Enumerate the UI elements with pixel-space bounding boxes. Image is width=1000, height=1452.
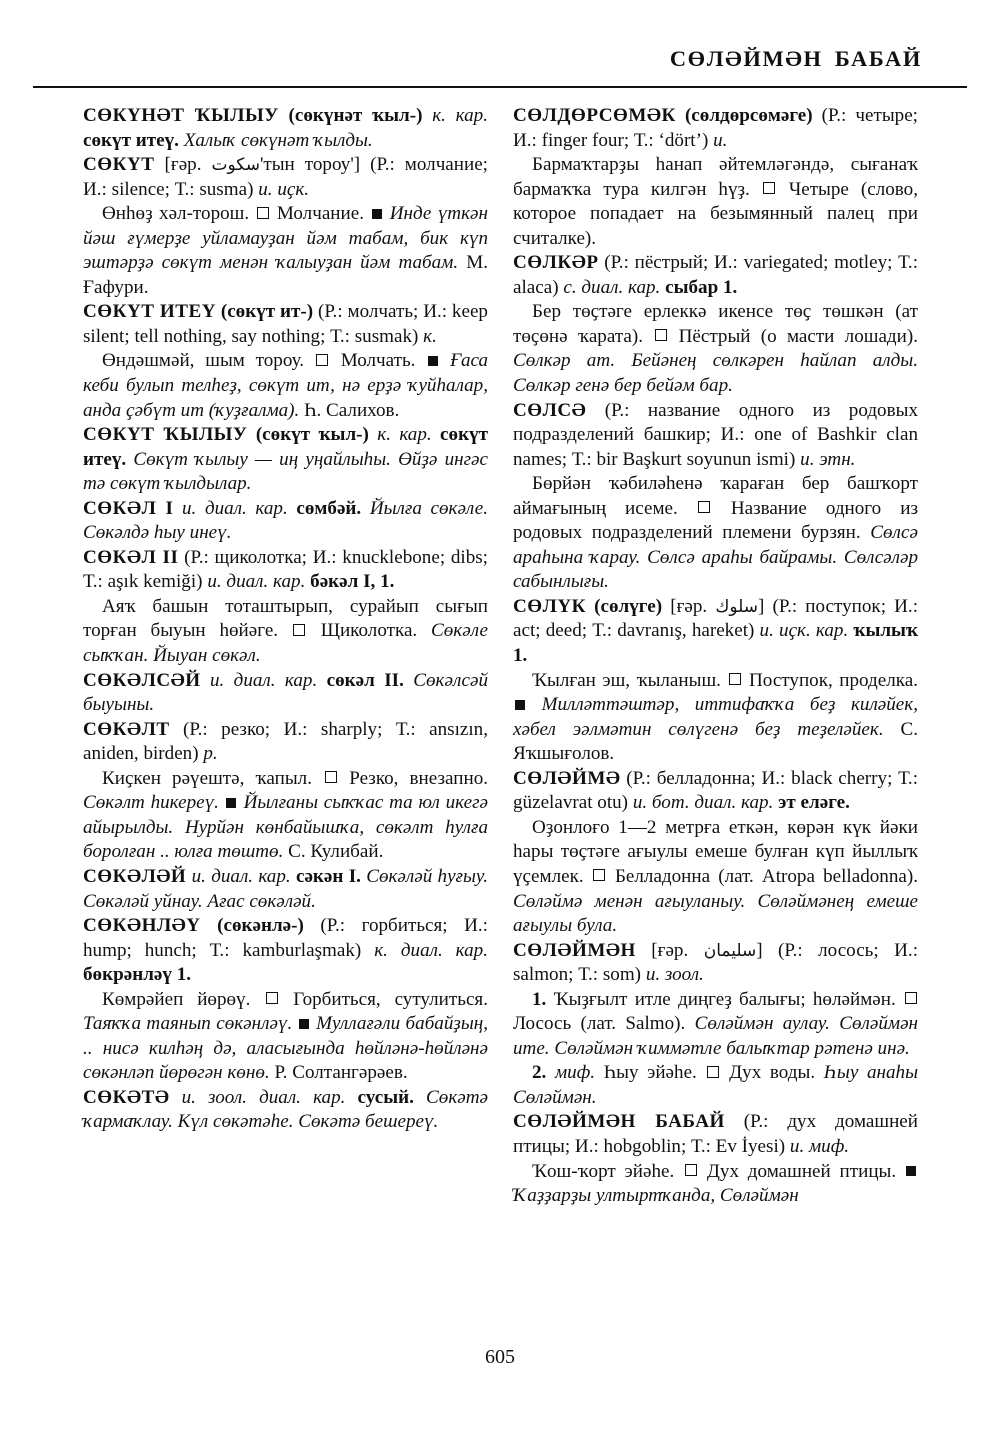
headword: СӨКӘТӘ xyxy=(83,1086,170,1108)
citation-author: С. Кулибай. xyxy=(288,841,384,863)
definition-bashkir: Өнһөҙ хәл-торош. xyxy=(102,203,250,225)
citation-author: Һ. Салихов. xyxy=(304,399,400,421)
example-text: Сөләймә менән ағыуланыу. Сөләймәнең емеше ағыулы була. xyxy=(513,890,918,937)
example-text: Сөкәле сыҡҡан. Йыуан сөкәл. xyxy=(83,620,488,667)
dictionary-entry xyxy=(513,399,918,473)
dictionary-entry xyxy=(83,423,488,497)
filled-square-icon xyxy=(428,356,438,366)
cross-reference: сөмбәй. xyxy=(296,497,362,519)
sense-block xyxy=(83,202,488,300)
dictionary-entry xyxy=(83,1086,488,1135)
translations: (Р.: пёстрый; И.: variegated; motley; Т.: alaca) xyxy=(513,252,918,298)
filled-square-icon xyxy=(299,1019,309,1029)
open-square-icon xyxy=(257,207,269,219)
definition-russian: Дух воды. xyxy=(729,1062,816,1084)
definition-russian: Щиколотка. xyxy=(320,620,418,642)
dictionary-entry xyxy=(513,767,918,816)
example-text: Сөлсә араһына ҡарау. Сөлсә араһы байрамы. Сөлсәләр сабынлығы. xyxy=(513,522,918,593)
cross-reference: сөкүт итеү. xyxy=(83,129,179,151)
example-text: Сөкәтә ҡармаҡлау. Күл сөкәтәһе. Сөкәтә бешереү. xyxy=(83,1086,488,1133)
grammar-label: к. кар. xyxy=(432,105,488,126)
citation-text: Йылғаны сыҡҡас та юл икегә айырылды. Нурйән көнбайышҡа, сөкәлт һулға боролған .. юлға төштө. xyxy=(83,792,489,863)
grammar-label: и. диал. кар. xyxy=(182,497,288,519)
grammar-label: и. диал. кар. xyxy=(207,571,306,593)
definition-russian: Молчать. xyxy=(340,350,416,372)
dictionary-entry xyxy=(513,104,918,153)
definition-russian: Горбиться, сутулиться. xyxy=(293,988,488,1010)
open-square-icon xyxy=(293,624,305,636)
grammar-label: р. xyxy=(203,743,218,765)
definition-bashkir: Ҡыҙғылт итле диңгеҙ балығы; һөләймән. xyxy=(553,988,896,1010)
headword-form: (сөлүге) xyxy=(594,595,663,617)
headword: СӨЛӘЙМӘН xyxy=(513,939,636,961)
filled-square-icon xyxy=(372,209,382,219)
grammar-label: и. xyxy=(713,129,728,151)
example-text: Сөлкәр ат. Бейәнең сөлкәрен һайлап алды. Сөлкәр генә бер бейәм бар. xyxy=(513,350,918,397)
headword-form: (сөлдөрсөмәге) xyxy=(684,105,813,126)
sense-block xyxy=(83,767,488,865)
definition-russian: Молчание. xyxy=(276,203,364,225)
running-head: СӨЛӘЙМӘН БАБАЙ xyxy=(669,46,922,71)
open-square-icon xyxy=(593,869,605,881)
sense-block xyxy=(83,988,488,1086)
headword: СӨЛӘЙМӘ xyxy=(513,767,621,789)
headword-form: (сөкүт ҡыл-) xyxy=(255,424,369,446)
grammar-label: и. бот. диал. кар. xyxy=(632,792,774,814)
left-column xyxy=(83,104,488,1135)
example-text: Сөкәләй һуғыу. Сөкәләй уйнау. Ағас сөкәләй. xyxy=(83,865,488,912)
etymology-language: ғәр. xyxy=(170,154,202,176)
dictionary-entry xyxy=(83,546,488,595)
etymology-language: ғәр. xyxy=(657,939,689,961)
example-text: Сөләймән аулау. Сөләймән ите. Сөләймән ҡиммәтле балыҡтар рәтенә инә. xyxy=(513,1013,919,1059)
cross-reference: бөкрәнләү 1. xyxy=(83,964,192,986)
grammar-label: и. диал. кар. xyxy=(209,669,318,691)
citation-author: С. Яҡшығолов. xyxy=(513,718,918,765)
sense-number: 1. xyxy=(532,988,547,1010)
dictionary-entry: СӨЛҮК (сөлүге) [ғәр. سلوك] (Р.: поступок; И.: act; deed; Т.: davranış, hareket) и. иҫк. кар. ҡылыҡ 1. xyxy=(513,595,919,667)
headword: СӨКӘНЛӘҮ xyxy=(83,915,201,937)
dictionary-entry xyxy=(83,300,488,349)
translations: (Р.: белладонна; И.: black cherry; Т.: güzelavrat otu) xyxy=(513,767,919,814)
headword: СӨЛКӘР xyxy=(513,252,599,274)
open-square-icon xyxy=(707,1066,719,1078)
sense-block xyxy=(513,988,918,1062)
translations: (Р.: молчание; И.: silence; Т.: susma) xyxy=(83,154,488,200)
definition-russian: Пёстрый (о масти лошади). xyxy=(678,325,918,347)
open-square-icon xyxy=(266,992,278,1004)
definition-bashkir: Бармаҡтарҙы һанап әйтемләгәндә, сығанаҡ бармаҡҡа тура килгән һүҙ. xyxy=(513,154,918,200)
translations: (Р.: поступок; И.: act; deed; Т.: davranış, hareket) xyxy=(513,595,919,642)
dictionary-entry: СӨЛӘЙМӘН [ғәр. سليمان] (Р.: лосось; И.: salmon; Т.: som) и. зоол. xyxy=(513,939,918,986)
definition-bashkir: Киҫкен рәүештә, ҡапыл. xyxy=(102,767,312,789)
cross-reference: сыбар 1. xyxy=(665,276,738,298)
headword: СӨКҮТ ИТЕҮ xyxy=(83,301,216,323)
definition-russian: Лосось (лат. Salmo). xyxy=(513,1013,686,1035)
definition-bashkir: Һыу эйәһе. xyxy=(603,1062,697,1084)
cross-reference: сөкәл II. xyxy=(326,669,404,691)
definition-bashkir: Өндәшмәй, шым тороу. xyxy=(102,350,305,372)
grammar-label: и. диал. кар. xyxy=(191,865,291,887)
grammar-label: и. зоол. xyxy=(645,964,704,986)
example-text: Сөкәлт һикереү. xyxy=(83,792,219,814)
sense-block xyxy=(83,595,488,669)
dictionary-entry xyxy=(83,865,488,914)
cross-reference: эт еләге. xyxy=(778,792,850,814)
citation-author: М. Ғафури. xyxy=(83,252,488,298)
sense-block xyxy=(513,472,918,595)
definition-bashkir: Бөрйән ҡәбиләһенә ҡараған бер башҡорт аймағының исеме. xyxy=(513,473,918,519)
headword: СӨКӘЛ I xyxy=(83,497,174,519)
dictionary-entry xyxy=(83,497,488,546)
headword-form: (сөкүнәт ҡыл-) xyxy=(288,105,423,126)
grammar-label: к. кар. xyxy=(377,424,432,446)
citation-text: Муллағәли бабайҙың, .. нисә килһәң дә, аласығында һөйләнә-һөйләнә сөкәнләп йөрөгән көнө. xyxy=(83,1013,489,1084)
open-square-icon xyxy=(655,329,667,341)
headword: СӨЛСӘ xyxy=(513,399,587,421)
grammar-label: и. зоол. диал. кар. xyxy=(181,1086,346,1108)
filled-square-icon xyxy=(515,700,525,710)
arabic-etymology: سلوك xyxy=(715,596,759,617)
sense-block xyxy=(83,349,488,423)
headword: СӨЛҮК xyxy=(513,595,587,617)
grammar-label: и. этн. xyxy=(800,448,856,470)
headword: СӨКӘЛӘЙ xyxy=(83,865,187,887)
grammar-label: и. иҫк. xyxy=(258,178,310,200)
citation-text: Инде үткән йәш ғүмерҙе уйламауҙан йәм табам, бик күп эштәрҙә сөкүт менән ҡалыуҙан йәм табам. xyxy=(83,203,488,274)
citation-text: Ҡаҙҙарҙы ултыртҡанда, Сөләймән xyxy=(513,1185,799,1207)
headword: СӨЛДӨРСӨМӘК xyxy=(513,105,676,126)
translations: (Р.: щиколотка; И.: knucklebone; dibs; Т.: aşık kemiği) xyxy=(83,546,488,593)
dictionary-entry xyxy=(513,251,918,300)
page-number: 605 xyxy=(485,1346,515,1368)
cross-reference: сөкүт итеү. xyxy=(83,424,488,470)
definition-bashkir: Ҡош-ҡорт эйәһе. xyxy=(532,1160,675,1182)
dictionary-entry xyxy=(83,914,488,988)
grammar-label: к. диал. кар. xyxy=(374,939,488,961)
open-square-icon xyxy=(729,673,741,685)
etymology-language: ғәр. xyxy=(676,595,708,617)
sense-block xyxy=(513,669,918,767)
open-square-icon xyxy=(698,501,710,513)
sense-label: миф. xyxy=(554,1062,596,1084)
definition-russian: Поступок, проделка. xyxy=(749,669,919,691)
filled-square-icon xyxy=(226,798,236,808)
grammar-label: с. диал. кар. xyxy=(563,276,661,298)
sense-block xyxy=(513,1160,918,1209)
dictionary-entry xyxy=(513,1110,918,1159)
dictionary-entry xyxy=(83,669,488,718)
filled-square-icon xyxy=(906,1166,916,1176)
open-square-icon xyxy=(685,1164,697,1176)
sense-block xyxy=(513,1061,918,1110)
sense-block xyxy=(513,300,918,398)
example-text: Сөкүт ҡылыу — иң уңайлыһы. Өйҙә ингәс тә сөкүт ҡылдылар. xyxy=(83,448,488,495)
arabic-etymology: سليمان xyxy=(703,940,757,961)
example-text: Һыу анаһы Сөләймән. xyxy=(513,1062,919,1108)
cross-reference: сәкән I. xyxy=(295,865,361,887)
definition-bashkir: Оҙонлоғо 1—2 метрға еткән, көрән күк йәки һары төҫтәге ағыулы емеше булған күп йыллыҡ үҫемлек. xyxy=(513,816,918,887)
citation-text: Милләттәштәр, иттифаҡҡа беҙ киләйек, хәбел эәлмәтин сөлүгенә беҙ теҙеләйек. xyxy=(513,694,918,740)
headword-form: (сөкәнлә-) xyxy=(217,915,304,937)
definition-russian: Название одного из родовых подразделений племени бурзян. xyxy=(513,497,918,544)
definition-bashkir: Бер төҫтәге ерлеккә икенсе төҫ төшкән (ат төҫөнә ҡарата). xyxy=(513,301,918,347)
definition-russian: Белладонна (лат. Atropa belladonna). xyxy=(614,865,919,887)
open-square-icon xyxy=(763,182,775,194)
headword: СӨКҮТ xyxy=(83,154,155,176)
grammar-label: и. иҫк. кар. xyxy=(759,620,849,642)
definition-bashkir: Ҡылған эш, ҡыланыш. xyxy=(532,669,721,691)
arabic-etymology: سكوت xyxy=(211,155,260,176)
translations: (Р.: молчать; И.: keep silent; tell nothing, say nothing; Т.: susmak) xyxy=(83,301,488,347)
dictionary-entry: СӨКҮТ [ғәр. سكوت'тын тороу'] (Р.: молчание; И.: silence; Т.: susma) и. иҫк. xyxy=(83,154,488,200)
definition-bashkir: Көмрәйеп йөрөү. xyxy=(102,988,251,1010)
grammar-label: и. миф. xyxy=(789,1135,850,1157)
citation-text: Ғаса кеби булып телһеҙ, сөкүт ит, нә ерҙә ҡуйһалар, анда ҫәбүт ит (ҡуҙғалма). xyxy=(83,350,489,421)
translations: (Р.: лосось; И.: salmon; Т.: som) xyxy=(513,939,918,986)
open-square-icon xyxy=(316,354,328,366)
definition-bashkir: Аяҡ башын тоташтырып, сурайып сығып торған быуын һөйәге. xyxy=(83,595,488,642)
definition-russian: Дух домашней птицы. xyxy=(706,1160,897,1182)
translations: (Р.: название одного из родовых подразделений башкир; И.: one of Bashkir clan names; Т.: bir Başkurt soyunun ismi) xyxy=(513,399,918,470)
example-text: Йылға сөкәле. Сөкәлдә һыу инеү. xyxy=(83,497,488,544)
sense-block xyxy=(513,153,918,251)
headword: СӨКӘЛ II xyxy=(83,546,179,568)
translations: (Р.: горбиться; И.: hump; hunch; Т.: kamburlaşmak) xyxy=(83,915,488,961)
sense-block xyxy=(513,816,918,939)
example-text: Таяҡҡа таянып сөкәнләү. xyxy=(83,1013,293,1035)
citation-author: Р. Солтангәрәев. xyxy=(274,1062,408,1084)
dictionary-entry xyxy=(83,104,488,153)
header-rule xyxy=(33,86,967,88)
definition-russian: Резко, внезапно. xyxy=(349,767,489,789)
headword: СӨКӘЛТ xyxy=(83,718,170,740)
open-square-icon xyxy=(325,771,337,783)
dictionary-entry xyxy=(83,718,488,767)
translations: (Р.: резко; И.: sharply; Т.: ansızın, aniden, birden) xyxy=(83,718,489,765)
headword: СӨКҮТ ҠЫЛЫУ xyxy=(83,424,248,446)
right-column xyxy=(513,104,918,1209)
translations: (Р.: дух домашней птицы; И.: hobgoblin; Т.: Ev İyesi) xyxy=(513,1111,918,1157)
etymology-gloss: 'тын тороу' xyxy=(259,154,354,176)
headword: СӨЛӘЙМӘН БАБАЙ xyxy=(513,1111,725,1133)
definition-russian: Четыре (слово, которое попадает на безымянный палец при считалке). xyxy=(513,178,919,249)
headword: СӨКӘЛСӘЙ xyxy=(83,669,201,691)
sense-number: 2. xyxy=(532,1062,547,1084)
cross-reference: бәкәл I, 1. xyxy=(310,571,395,593)
cross-reference: сусый. xyxy=(357,1086,414,1108)
cross-reference: ҡылыҡ 1. xyxy=(513,620,919,667)
grammar-label: к. xyxy=(423,325,437,347)
headword-form: (сөкүт ит-) xyxy=(220,301,314,323)
example-text: Сөкәлсәй быуыны. xyxy=(83,669,488,716)
example-text: Халыҡ сөкүнәт ҡылды. xyxy=(183,129,373,151)
translations: (Р.: четыре; И.: finger four; Т.: ‘dört’) xyxy=(513,105,918,151)
open-square-icon xyxy=(905,992,917,1004)
headword: СӨКҮНӘТ ҠЫЛЫУ xyxy=(83,105,279,126)
